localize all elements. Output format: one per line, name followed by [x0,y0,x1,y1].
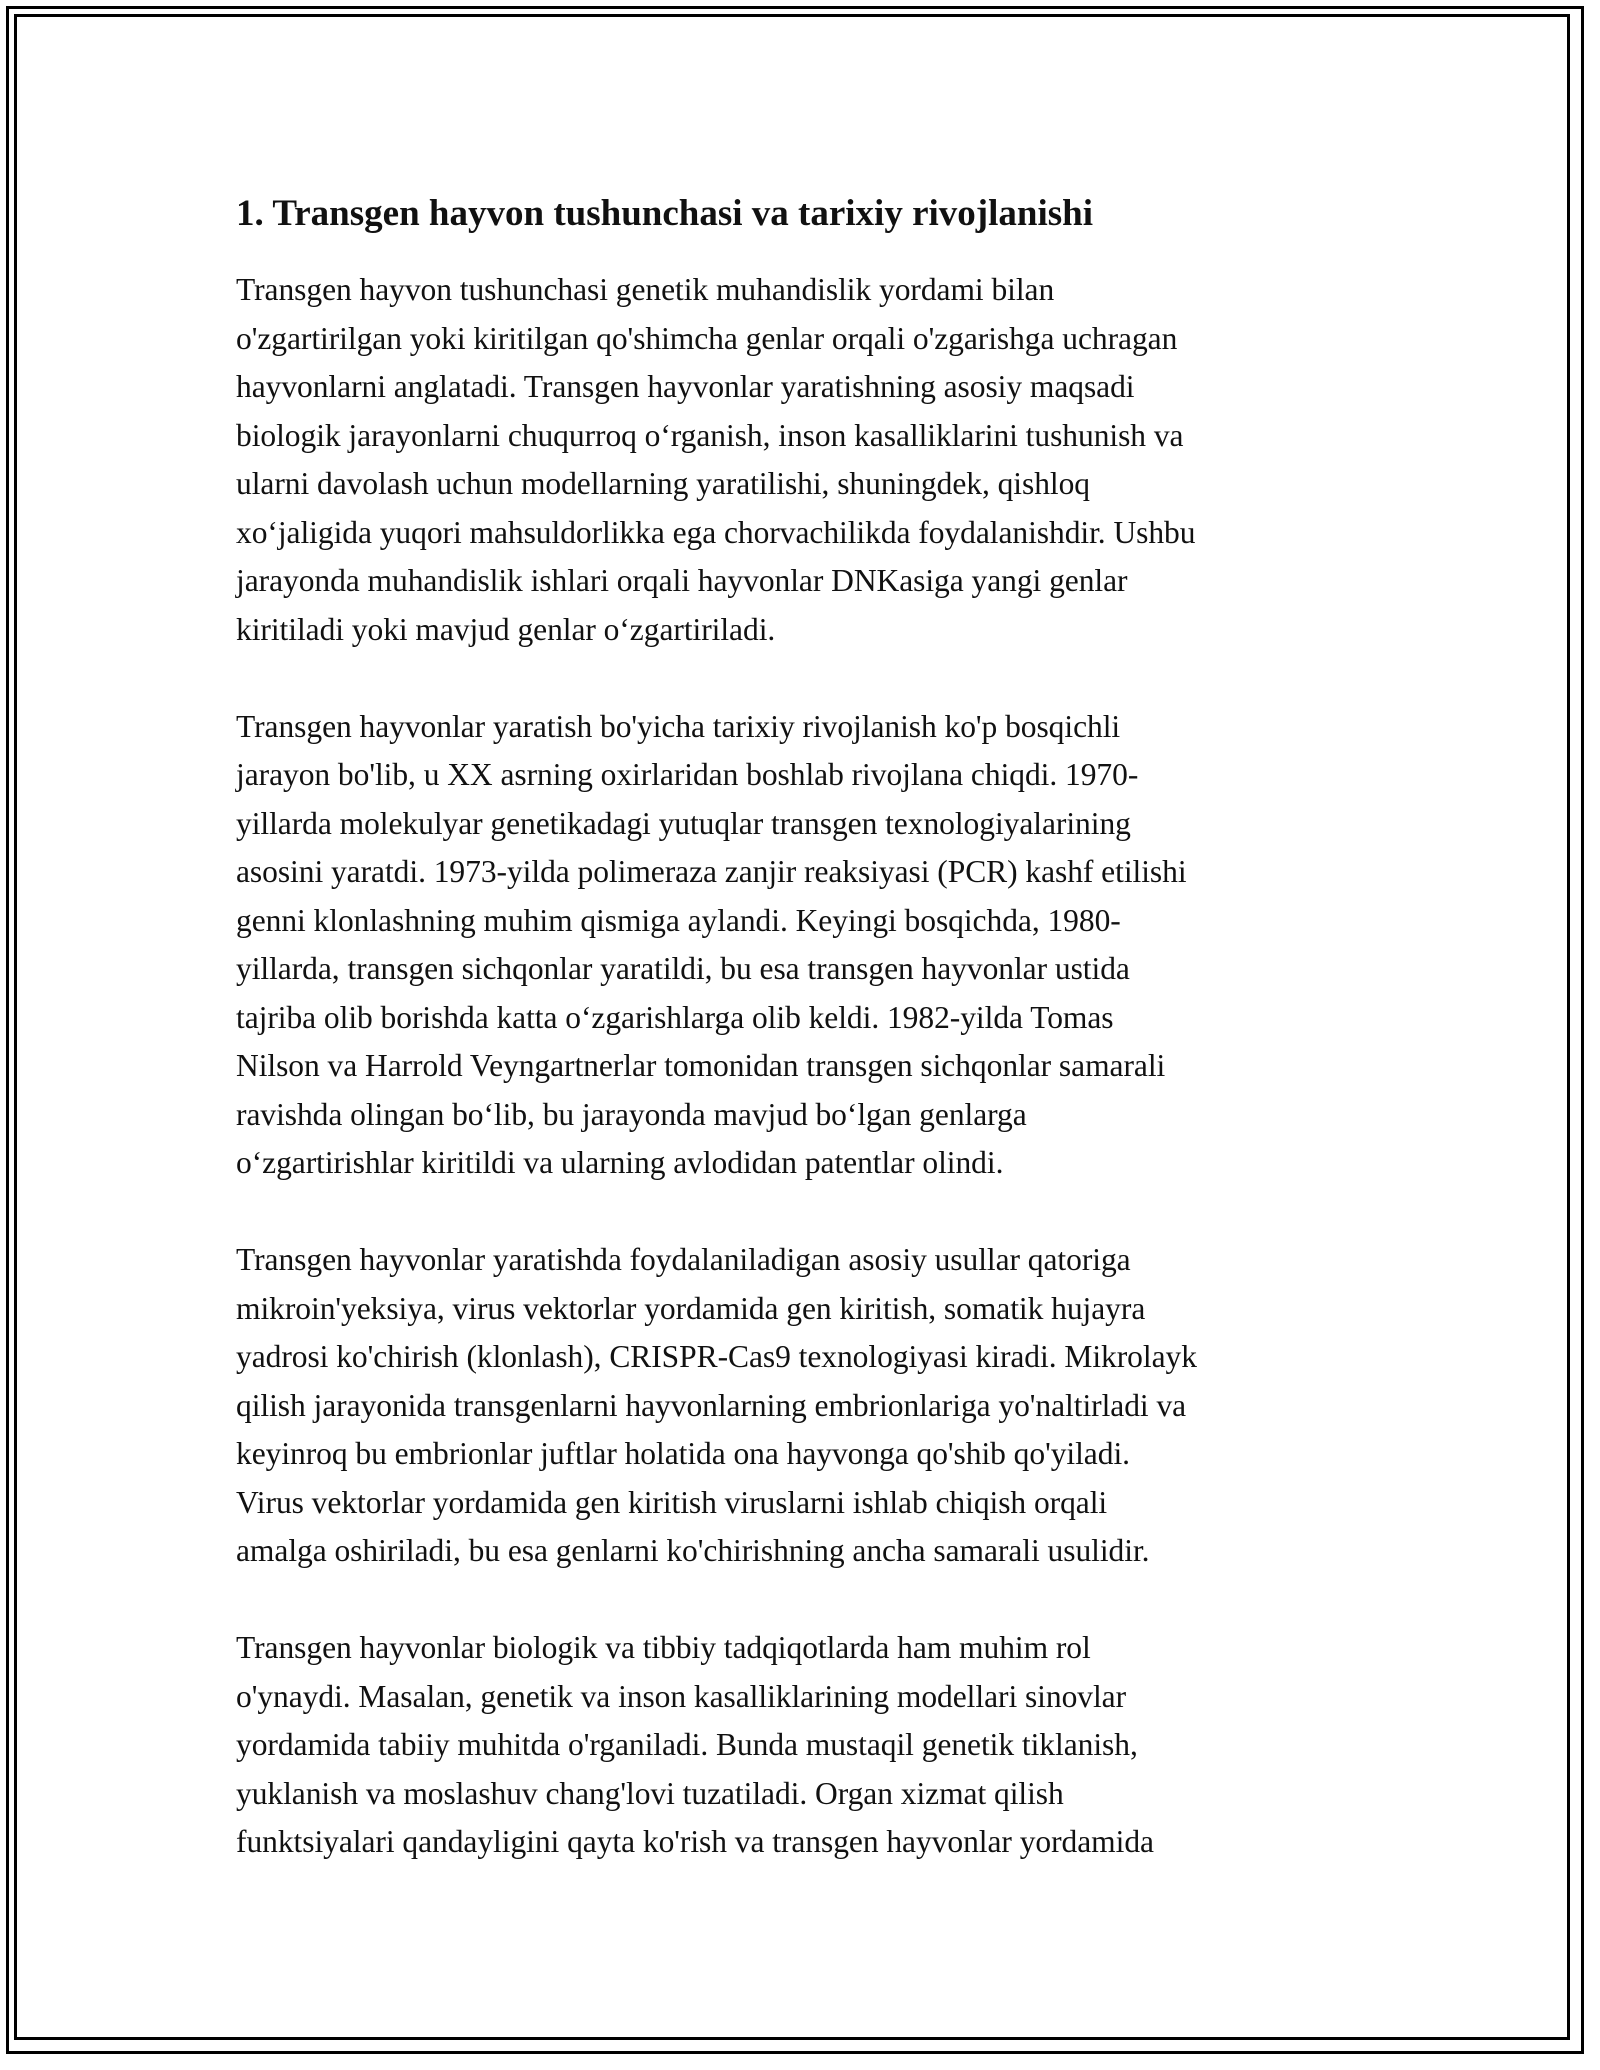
paragraph-2 [236,703,1381,1188]
document-body [236,190,1381,1915]
text-line: yillarda, transgen sichqonlar yaratildi, bu esa transgen hayvonlar ustida [236,951,1130,986]
text-line: kiritiladi yoki mavjud genlar o‘zgartiriladi. [236,611,776,647]
text-line: Virus vektorlar yordamida gen kiritish viruslarni ishlab chiqish orqali [236,1484,1108,1520]
text-line: hayvonlarni anglatadi. Transgen hayvonlar yaratishning asosiy maqsadi [236,369,1135,404]
text-line: keyinroq bu embrionlar juftlar holatida ona hayvonga qo'shib qo'yiladi. [236,1436,1130,1471]
text-line: Transgen hayvon tushunchasi genetik muhandislik yordami bilan [236,272,1055,307]
text-line: yordamida tabiiy muhitda o'rganiladi. Bunda mustaqil genetik tiklanish, [236,1727,1138,1762]
text-line: amalga oshiriladi, bu esa genlarni ko'chirishning ancha samarali usulidir. [236,1533,1150,1568]
text-line: ravishda olingan bo‘lib, bu jarayonda mavjud bo‘lgan genlarga [236,1096,1027,1132]
text-line: Transgen hayvonlar yaratishda foydalaniladigan asosiy usullar qatoriga [236,1242,1131,1277]
section-heading: 1. Transgen hayvon tushunchasi va tarixiy rivojlanishi [236,193,1093,234]
paragraph-4 [236,1624,1381,1867]
text-line: yillarda molekulyar genetikadagi yutuqlar transgen texnologiyalarining [236,805,1131,841]
text-line: biologik jarayonlarni chuqurroq o‘rganish, inson kasalliklarini tushunish va [236,417,1184,453]
text-line: o'ynaydi. Masalan, genetik va inson kasalliklarining modellari sinovlar [236,1678,1127,1714]
text-line: xo‘jaligida yuqori mahsuldorlikka ega chorvachilikda foydalanishdir. Ushbu [236,514,1196,550]
text-line: genni klonlashning muhim qismiga aylandi. Keyingi bosqichda, 1980- [236,902,1121,938]
text-line: asosini yaratdi. 1973-yilda polimeraza zanjir reaksiyasi (PCR) kashf etilishi [236,854,1187,889]
text-line: Transgen hayvonlar yaratish bo'yicha tarixiy rivojlanish ko'p bosqichli [236,708,1121,744]
paragraph-3 [236,1236,1381,1576]
text-line: jarayon bo'lib, u XX asrning oxirlaridan boshlab rivojlana chiqdi. 1970- [236,757,1139,792]
text-line: funktsiyalari qandayligini qayta ko'rish va transgen hayvonlar yordamida [236,1824,1154,1859]
text-line: mikroin'yeksiya, virus vektorlar yordamida gen kiritish, somatik hujayra [236,1290,1146,1326]
text-line: o'zgartirilgan yoki kiritilgan qo'shimcha genlar orqali o'zgarishga uchragan [236,320,1178,356]
text-line: Nilson va Harrold Veyngartnerlar tomonidan transgen sichqonlar samarali [236,1048,1166,1083]
text-line: o‘zgartirishlar kiritildi va ularning avlodidan patentlar olindi. [236,1145,1004,1180]
text-line: tajriba olib borishda katta o‘zgarishlarga olib keldi. 1982-yilda Tomas [236,999,1114,1035]
text-line: yuklanish va moslashuv chang'lovi tuzatiladi. Organ xizmat qilish [236,1775,1064,1811]
text-line: yadrosi ko'chirish (klonlash), CRISPR-Cas9 texnologiyasi kiradi. Mikrolayk [236,1339,1197,1374]
text-line: qilish jarayonida transgenlarni hayvonlarning embrionlariga yo'naltirladi va [236,1387,1187,1423]
text-line: ularni davolash uchun modellarning yaratilishi, shuningdek, qishloq [236,466,1091,501]
text-line: Transgen hayvonlar biologik va tibbiy tadqiqotlarda ham muhim rol [236,1630,1091,1665]
text-line: jarayonda muhandislik ishlari orqali hayvonlar DNKasiga yangi genlar [236,563,1128,598]
paragraph-1 [236,266,1381,654]
